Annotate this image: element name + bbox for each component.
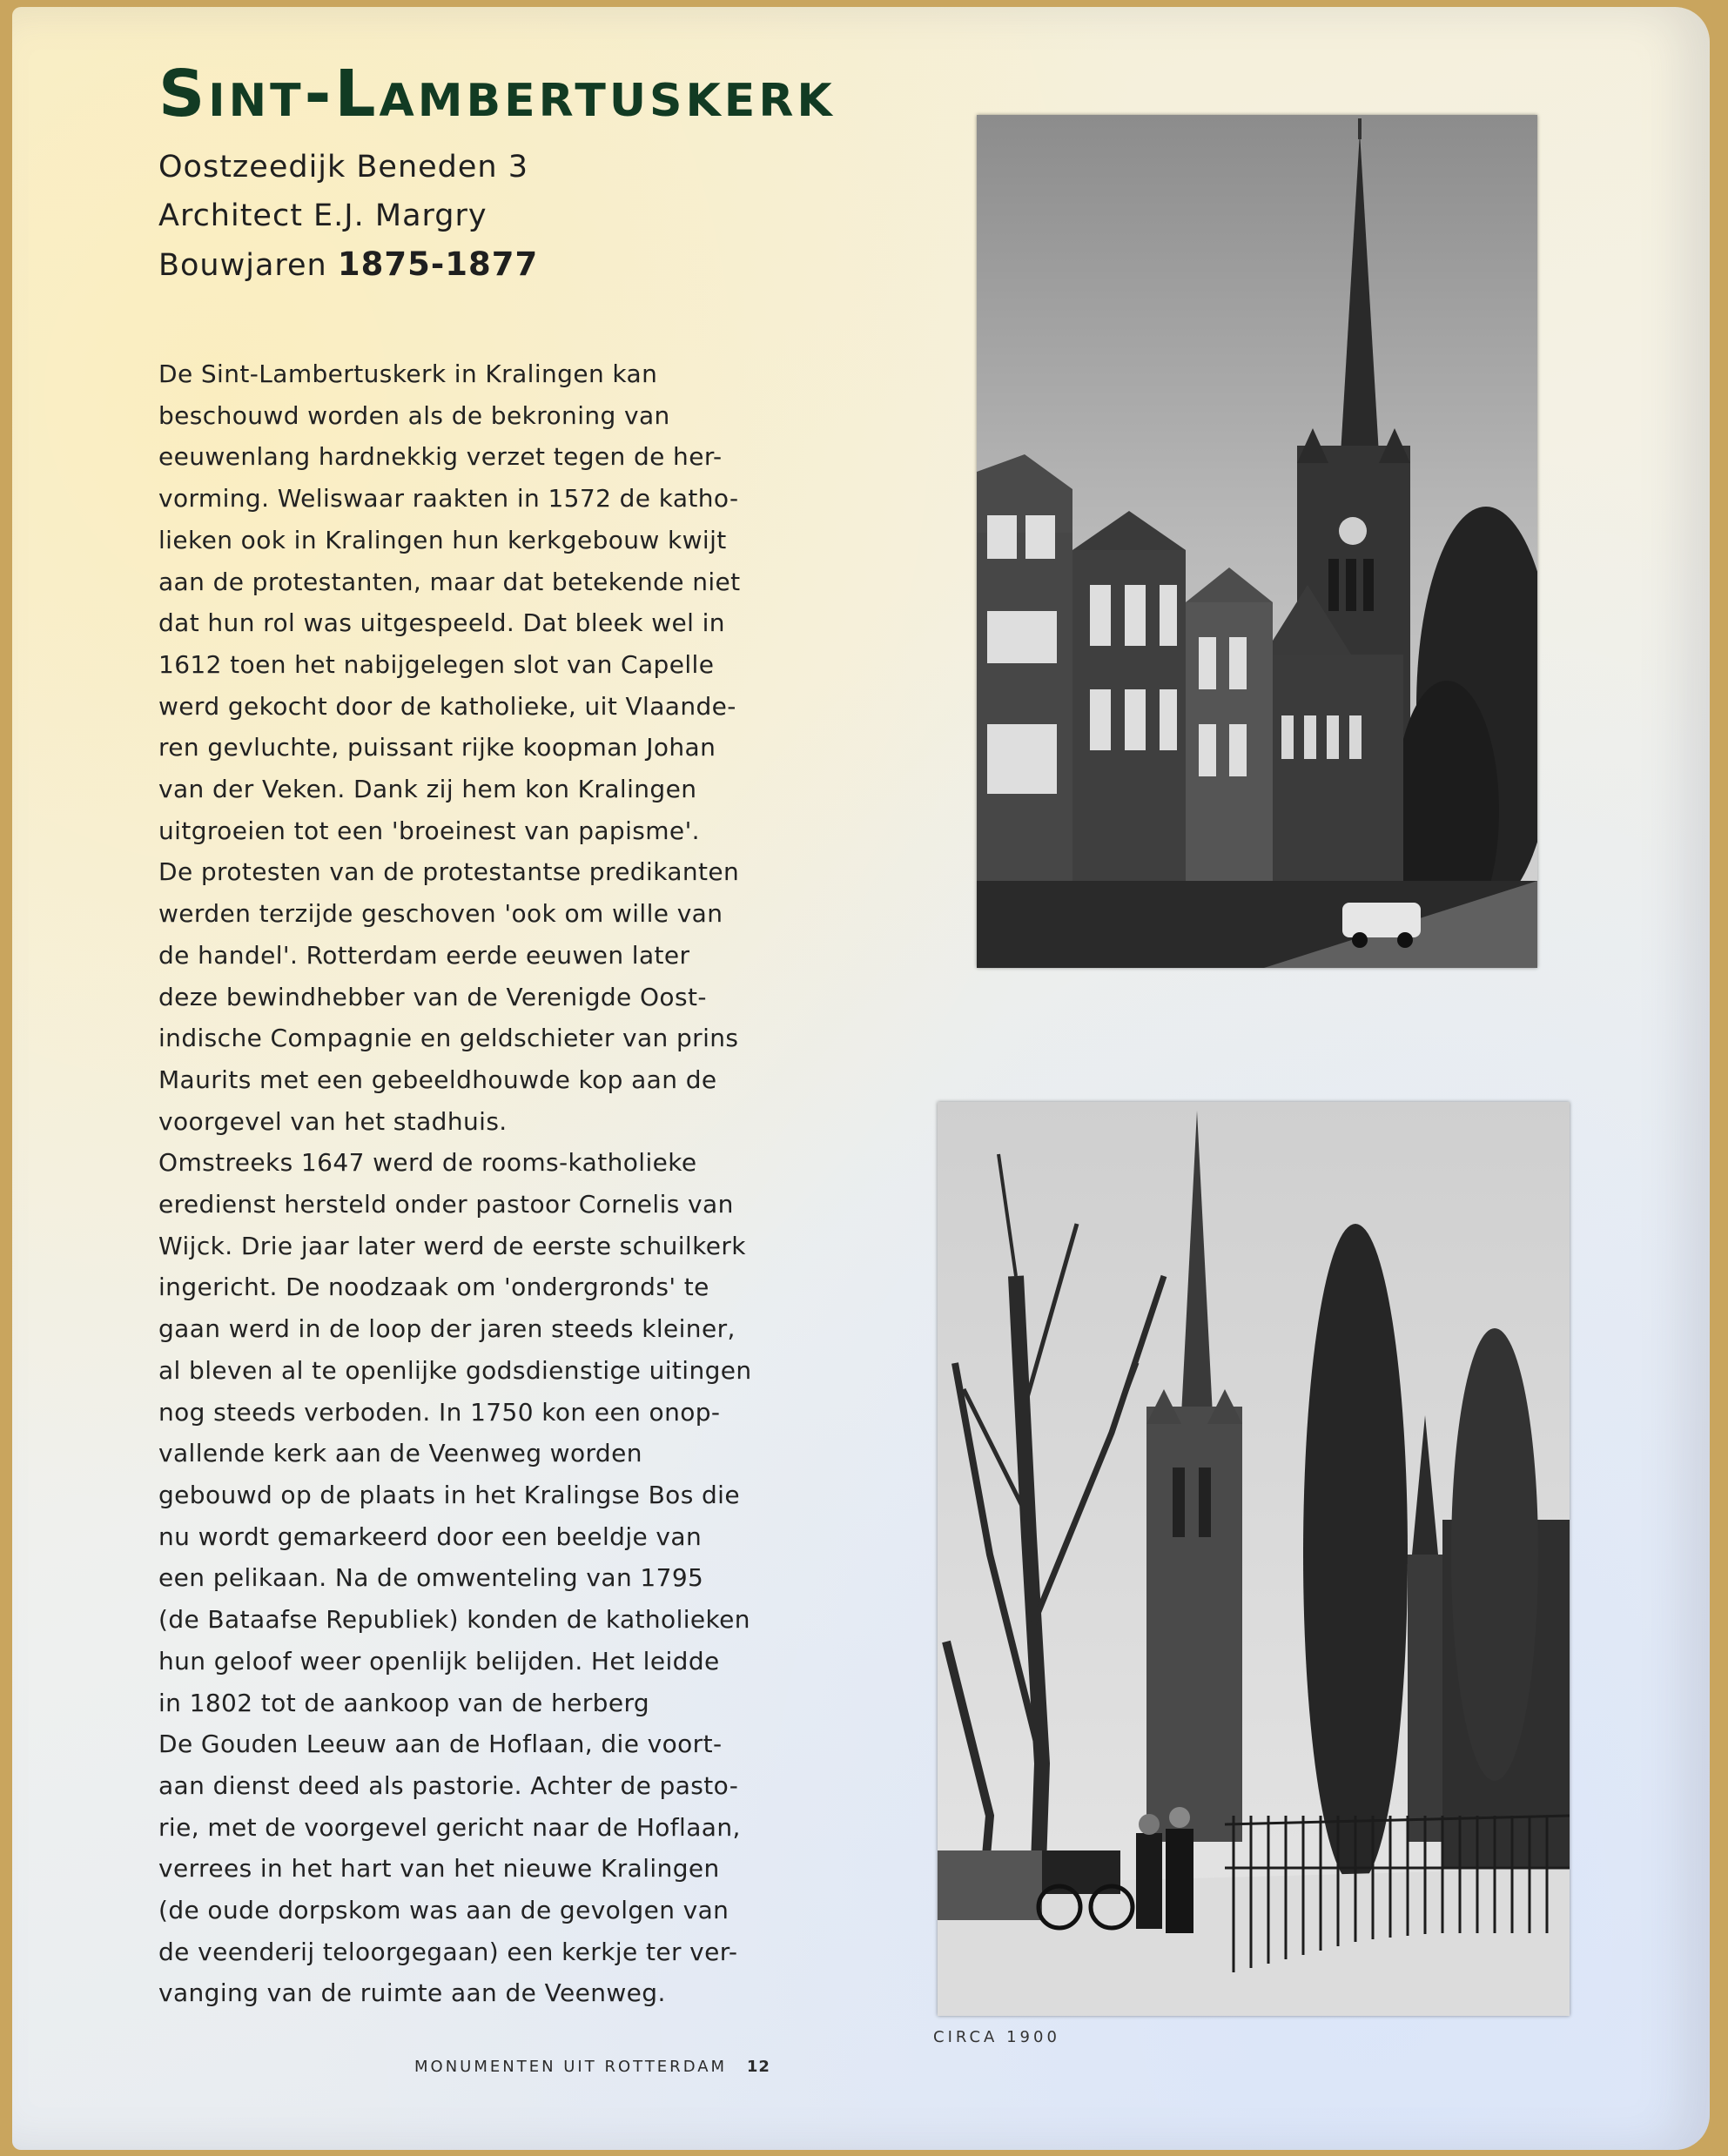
body-line: vallende kerk aan de Veenweg worden xyxy=(158,1439,642,1468)
body-line: een pelikaan. Na de omwenteling van 1795 xyxy=(158,1563,704,1593)
years-value: 1875-1877 xyxy=(337,245,539,283)
body-line: gebouwd op de plaats in het Kralingse Bos die xyxy=(158,1480,740,1509)
building-info xyxy=(158,143,538,290)
body-line: de handel'. Rotterdam eerde eeuwen later xyxy=(158,940,690,970)
body-line: gaan werd in de loop der jaren steeds kleiner, xyxy=(158,1314,736,1344)
page-number: 12 xyxy=(746,2058,770,2076)
photo-church-historic xyxy=(938,1102,1570,2016)
body-line: de veenderij teloorgegaan) een kerkje ter ver- xyxy=(158,1937,738,1966)
body-line: Omstreeks 1647 werd de rooms-katholieke xyxy=(158,1148,697,1178)
article-body xyxy=(158,353,785,2014)
body-line: Maurits met een gebeeldhouwde kop aan de xyxy=(158,1065,717,1094)
body-line: eeuwenlang hardnekkig verzet tegen de her- xyxy=(158,442,723,472)
body-line: uitgroeien tot een 'broeinest van papisme'. xyxy=(158,816,700,845)
architect-line: Architect E.J. Margry xyxy=(158,198,487,233)
church-street-photo-illustration xyxy=(977,115,1537,968)
body-line: van der Veken. Dank zij hem kon Kralingen xyxy=(158,775,697,804)
body-line: vorming. Weliswaar raakten in 1572 de katho- xyxy=(158,484,739,514)
body-line: (de oude dorpskom was aan de gevolgen van xyxy=(158,1896,730,1925)
body-line: De Gouden Leeuw aan de Hoflaan, die voort- xyxy=(158,1730,723,1759)
body-line: beschouwd worden als de bekroning van xyxy=(158,400,670,430)
body-line: (de Bataafse Republiek) konden de katholieken xyxy=(158,1605,750,1635)
photo-caption: CIRCA 1900 xyxy=(933,2028,1060,2046)
body-line: De Sint-Lambertuskerk in Kralingen kan xyxy=(158,359,658,388)
years-line xyxy=(158,240,538,290)
publication-title: MONUMENTEN UIT ROTTERDAM xyxy=(414,2058,728,2076)
body-line: deze bewindhebber van de Verenigde Oost- xyxy=(158,982,707,1011)
body-line: al bleven al te openlijke godsdienstige uitingen xyxy=(158,1355,752,1385)
photo-church-modern xyxy=(977,115,1537,968)
page-title: Sint-Lambertuskerk xyxy=(158,57,836,131)
body-line: indische Compagnie en geldschieter van prins xyxy=(158,1024,739,1053)
body-line: rie, met de voorgevel gericht naar de Hoflaan, xyxy=(158,1812,741,1842)
body-line: aan de protestanten, maar dat betekende niet xyxy=(158,567,741,596)
body-line: eredienst hersteld onder pastoor Cornelis van xyxy=(158,1190,734,1219)
body-line: dat hun rol was uitgespeeld. Dat bleek wel in xyxy=(158,608,725,638)
body-line: hun geloof weer openlijk belijden. Het leidde xyxy=(158,1646,720,1676)
body-line: nog steeds verboden. In 1750 kon een onop- xyxy=(158,1397,721,1427)
body-line: lieken ook in Kralingen hun kerkgebouw kwijt xyxy=(158,525,727,554)
years-label: Bouwjaren xyxy=(158,248,327,283)
body-line: voorgevel van het stadhuis. xyxy=(158,1106,508,1136)
book-page xyxy=(12,7,1710,2150)
body-line: werden terzijde geschoven 'ook om wille van xyxy=(158,899,723,929)
body-line: 1612 toen het nabijgelegen slot van Capelle xyxy=(158,649,715,679)
body-line: Wijck. Drie jaar later werd de eerste schuilkerk xyxy=(158,1231,746,1260)
address-line: Oostzeedijk Beneden 3 xyxy=(158,150,529,185)
historic-church-photo-illustration xyxy=(938,1102,1570,2016)
body-line: verrees in het hart van het nieuwe Kralingen xyxy=(158,1854,720,1884)
page-footer xyxy=(414,2058,770,2076)
body-line: ingericht. De noodzaak om 'ondergronds' te xyxy=(158,1273,709,1302)
body-line: nu wordt gemarkeerd door een beeldje van xyxy=(158,1521,703,1551)
body-line: ren gevluchte, puissant rijke koopman Johan xyxy=(158,733,716,762)
body-line: werd gekocht door de katholieke, uit Vlaande- xyxy=(158,691,736,721)
body-line: De protesten van de protestantse predikanten xyxy=(158,857,740,887)
body-line: vanging van de ruimte aan de Veenweg. xyxy=(158,1978,666,2008)
body-line: in 1802 tot de aankoop van de herberg xyxy=(158,1688,650,1717)
body-line: aan dienst deed als pastorie. Achter de pasto- xyxy=(158,1770,739,1800)
